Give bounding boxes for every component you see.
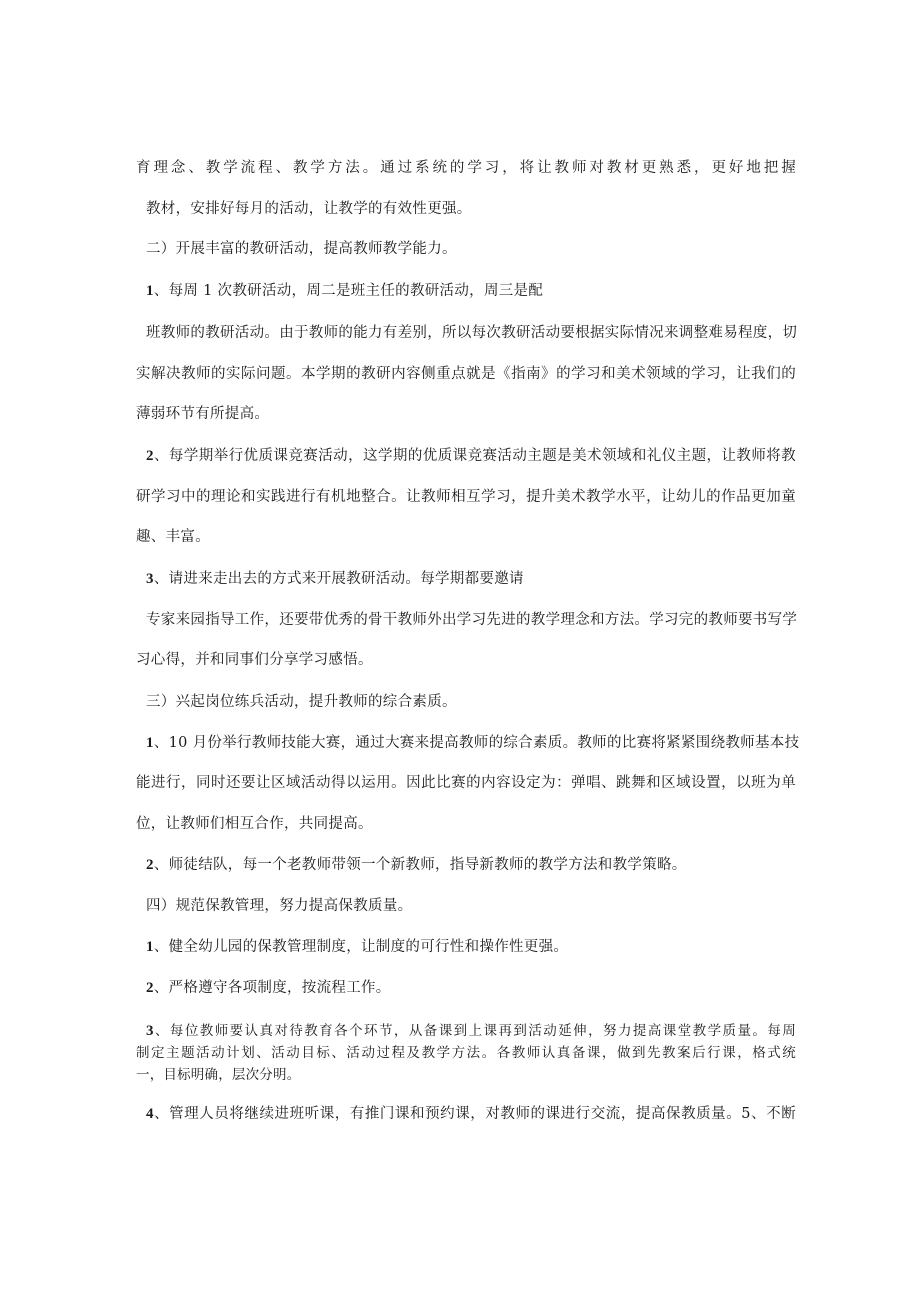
list-item: 2、每学期举行优质课竞赛活动，这学期的优质课竞赛活动主题是美术领域和礼仪主题，让教师将教 [146,448,796,464]
list-item: 1、10 月份举行教师技能大赛，通过大赛来提高教师的综合素质。教师的比赛将紧紧围绕教师基本技 [146,735,800,751]
paragraph-line: 实解决教师的实际问题。本学期的教研内容侧重点就是《指南》的学习和美术领域的学习，让我们的 [136,366,796,382]
list-item: 4、管理人员将继续进班听课，有推门课和预约课，对教师的课进行交流，提高保教质量。5、不断 [146,1106,796,1122]
list-item: 2、严格遵守各项制度，按流程工作。 [146,980,391,996]
paragraph-line: 制定主题活动计划、活动目标、活动过程及教学方法。各教师认真备课，做到先教案后行课，格式统 [136,1045,796,1061]
list-item: 3、每位教师要认真对待教育各个环节，从备课到上课再到活动延伸，努力提高课堂教学质量。每周 [146,1023,796,1039]
list-item: 1、健全幼儿园的保教管理制度，让制度的可行性和操作性更强。 [146,939,569,955]
paragraph-line: 班教师的教研活动。由于教师的能力有差别，所以每次教研活动要根据实际情况来调整难易程度，切 [146,325,798,341]
paragraph-line: 教材，安排好每月的活动，让教学的有效性更强。 [146,201,472,217]
section-heading: 二）开展丰富的教研活动，提高教师教学能力。 [146,241,457,257]
list-item: 2、师徒结队，每一个老教师带领一个新教师，指导新教师的教学方法和教学策略。 [146,857,687,873]
section-heading: 四）规范保教管理，努力提高保教质量。 [146,898,413,914]
paragraph-line: 育理念、教学流程、教学方法。通过系统的学习，将让教师对教材更熟悉，更好地把握 [136,160,796,176]
paragraph-line: 专家来园指导工作，还要带优秀的骨干教师外出学习先进的教学理念和方法。学习完的教师要书写学 [146,612,798,628]
paragraph-line: 趣、丰富。 [136,529,210,545]
paragraph-line: 薄弱环节有所提高。 [136,406,270,422]
list-item: 1、每周 1 次教研活动，周二是班主任的教研活动，周三是配 [146,283,544,299]
paragraph-line: 一，目标明确，层次分明。 [136,1067,301,1083]
section-heading: 三）兴起岗位练兵活动，提升教师的综合素质。 [146,694,457,710]
paragraph-line: 能进行，同时还要让区域活动得以运用。因此比赛的内容设定为：弹唱、跳舞和区域设置，以班为单 [136,775,796,791]
paragraph-line: 位，让教师们相互合作，共同提高。 [136,816,373,832]
paragraph-line: 研学习中的理论和实践进行有机地整合。让教师相互学习，提升美术教学水平，让幼儿的作品更加童 [136,489,796,505]
paragraph-line: 习心得，并和同事们分享学习感悟。 [136,652,373,668]
list-item: 3、请进来走出去的方式来开展教研活动。每学期都要邀请 [146,571,524,587]
